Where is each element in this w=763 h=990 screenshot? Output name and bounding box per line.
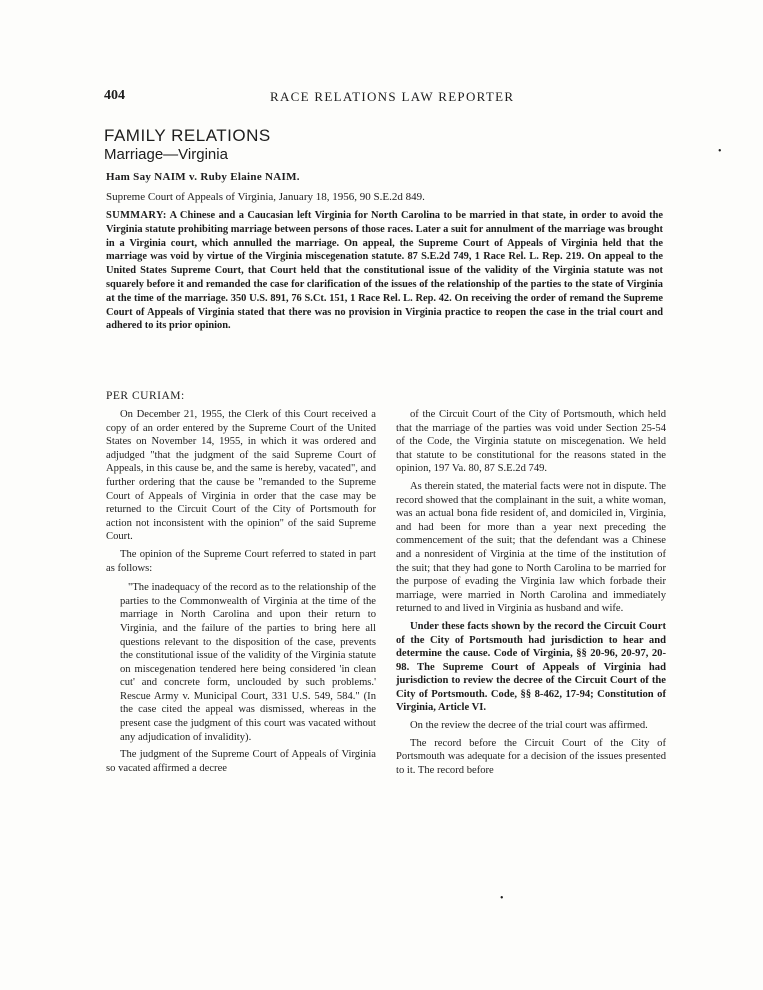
paragraph: As therein stated, the material facts were not in dispute. The record showed that the complainant in the suit, a white woman, was an actual bona fide resident of, and domiciled in, Virginia, and had been for more than a year next preceding the commencement of the suit; that the defendant was a Chinese and a nonresident of Virginia at the time of the institution of the suit; that they had gone to North Carolina to be married for the purpose of evading the Virginia law which forbade their marriage, were married in North Carolina and immediately returned to and lived in Virginia as husband and wife. [396, 480, 666, 615]
scan-speck: • [718, 146, 722, 157]
paragraph: Under these facts shown by the record the Circuit Court of the City of Portsmouth had jurisdiction to hear and determine the cause. Code of Virginia, §§ 20-96, 20-97, 20-98. The Supreme Court of Appeals of Virginia had jurisdiction to review the decree of the Circuit Court of the City of Portsmouth. Code, §§ 8-462, 17-94; Constitution of Virginia, Article VI. [396, 620, 666, 714]
topic-subtitle: Marriage—Virginia [104, 146, 228, 163]
case-citation: Supreme Court of Appeals of Virginia, January 18, 1956, 90 S.E.2d 849. [106, 191, 425, 203]
page-header [104, 88, 664, 108]
case-summary [106, 209, 663, 333]
case-title: Ham Say NAIM v. Ruby Elaine NAIM. [106, 171, 300, 183]
paragraph: On December 21, 1955, the Clerk of this Court received a copy of an order entered by the Supreme Court of the United States on November 14, 1955, in which it was ordered and adjudged "that the judgment of the said Supreme Court of Appeals, in this cause be, and the same is hereby, vacated", and further ordering that the cause be "remanded to the Supreme Court of Appeals of Virginia in order that the case may be returned to the Circuit Court of the City of Portsmouth for action not inconsistent with the opinion" of the said Supreme Court. [106, 409, 376, 543]
paragraph: of the Circuit Court of the City of Portsmouth, which held that the marriage of the parties was void under Section 25-54 of the Code, the Virginia statute on miscegenation. We held that statute to be constitutional for the reasons stated in the opinion, 197 Va. 80, 87 S.E.2d 749. [396, 409, 666, 475]
paragraph: The opinion of the Supreme Court referred to stated in part as follows: [106, 548, 376, 574]
block-quote: "The inadequacy of the record as to the relationship of the parties to the Commonwealth of Virginia at the time of the marriage in North Carolina and upon their return to Virginia, and the failure of the parties to bring here all questions relevant to the disposition of the case, prevents the constitutional issue of the validity of the Virginia statute on miscegenation tendered here being considered 'in clean cut' and concrete form, unclouded by such problems.' Rescue Army v. Municipal Court, 331 U.S. 549, 584." (In the case cited the appeal was dismissed, whereas in the present case the judgment of this court was vacated without any adjudication of invalidity). [120, 582, 376, 743]
running-title: RACE RELATIONS LAW REPORTER [270, 89, 515, 104]
scan-speck: • [500, 893, 504, 904]
paragraph: The judgment of the Supreme Court of Appeals of Virginia so vacated affirmed a decree [106, 749, 376, 774]
right-column [396, 408, 666, 781]
summary-text: A Chinese and a Caucasian left Virginia for North Carolina to be married in that state, in order to avoid the Virginia statute prohibiting marriage between persons of those races. Later a suit for annulment of the marriage was brought in a Virginia court, which annulled the marriage. On appeal, the Supreme Court of Appeals of Virginia held that the marriage was void by virtue of the Virginia miscegenation statute. 87 S.E.2d 749, 1 Race Rel. L. Rep. 219. On appeal to the United States Supreme Court, that Court held that the constitutional issue of the validity of the Virginia statute was not squarely before it and remanded the case for clarification of the issues of the relationship of the parties to the state of Virginia at the time of the marriage. 350 U.S. 891, 76 S.Ct. 151, 1 Race Rel. L. Rep. 42. On receiving the order of remand the Supreme Court of Appeals of Virginia stated that there was no provision in Virginia practice to reopen the case in the trial court and adhered to its prior opinion. [106, 210, 663, 332]
per-curiam-heading: PER CURIAM: [106, 390, 185, 402]
topic-title: FAMILY RELATIONS [104, 126, 271, 145]
topic-heading [104, 126, 271, 164]
paragraph: The record before the Circuit Court of the City of Portsmouth was adequate for a decision of the issues presented to it. The record before [396, 737, 666, 776]
summary-label: SUMMARY: [106, 210, 167, 221]
paragraph: On the review the decree of the trial court was affirmed. [410, 720, 648, 732]
page-number: 404 [104, 88, 125, 103]
left-column [106, 408, 376, 779]
